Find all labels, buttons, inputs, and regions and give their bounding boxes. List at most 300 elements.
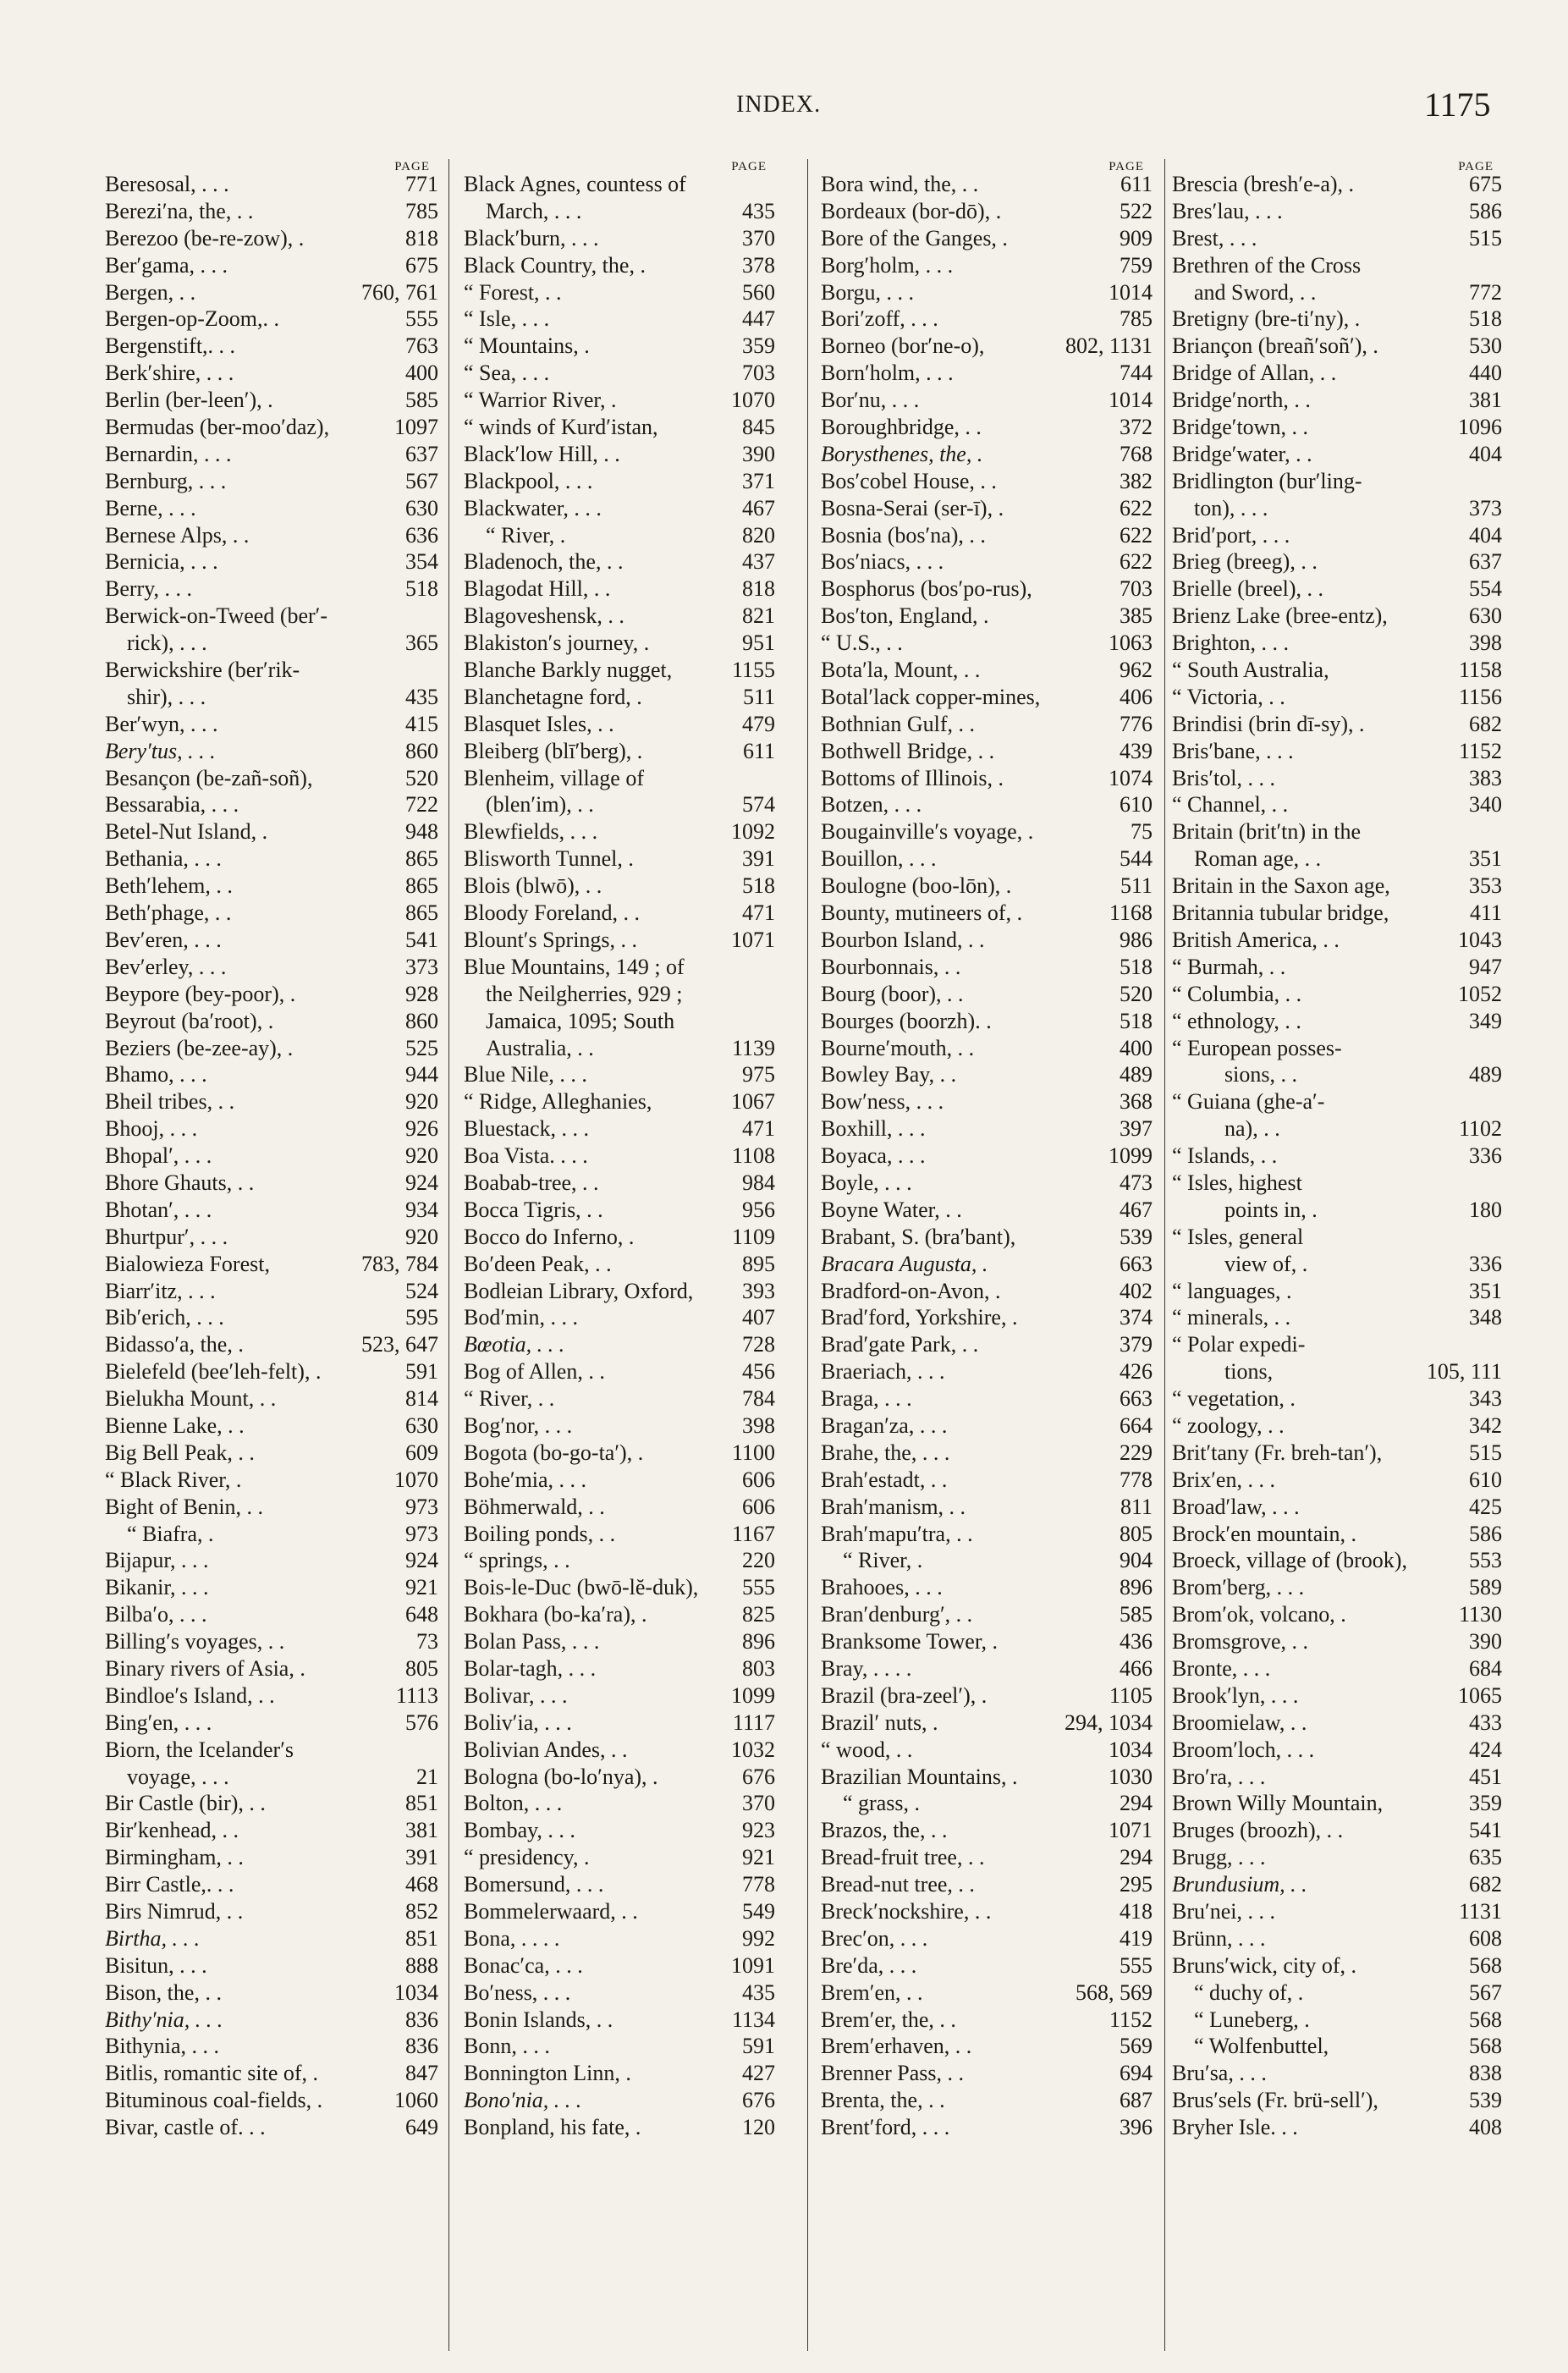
entry-term: Bos′cobel House, . . xyxy=(821,468,997,493)
entry-term: Blanchetagne ford, . xyxy=(464,684,642,709)
entry-term: Brent′ford, . . . xyxy=(821,2115,950,2140)
entry-term: Blisworth Tunnel, . xyxy=(464,846,634,872)
page-header xyxy=(0,85,1568,135)
index-entry xyxy=(105,2060,438,2087)
entry-term: Brünn, . . . xyxy=(1172,1925,1266,1951)
entry-page-ref: 1156 xyxy=(1458,684,1502,709)
index-entry xyxy=(105,1197,438,1224)
entry-term: Berwick-on-Tweed (ber′- xyxy=(105,603,328,629)
entry-page-ref xyxy=(770,954,775,981)
index-entry xyxy=(464,306,775,333)
index-entry xyxy=(105,171,438,198)
entry-term: Blackpool, . . . xyxy=(464,468,593,493)
entry-page-ref: 530 xyxy=(1469,333,1502,359)
index-entry xyxy=(1172,495,1502,522)
entry-page-ref: 805 xyxy=(405,1655,438,1681)
entry-page-ref: 382 xyxy=(1120,468,1153,493)
entry-page-ref: 1034 xyxy=(394,1979,438,2005)
entry-page-ref: 648 xyxy=(405,1602,438,1627)
entry-page-ref: 569 xyxy=(1120,2034,1153,2059)
entry-page-ref: 1034 xyxy=(1109,1737,1153,1762)
entry-term: “ Black River, . xyxy=(105,1467,242,1492)
index-entry xyxy=(1172,1682,1502,1710)
entry-term: Bologna (bo-lo′nya), . xyxy=(464,1764,658,1789)
index-entry xyxy=(105,387,438,414)
index-entry xyxy=(464,171,775,198)
entry-term: “ Guiana (ghe-a′- xyxy=(1172,1089,1325,1115)
index-entry xyxy=(105,198,438,225)
entry-page-ref: 768 xyxy=(1120,441,1153,466)
entry-page-ref: 518 xyxy=(742,873,775,899)
entry-term: Bolivian Andes, . . xyxy=(464,1737,628,1762)
entry-term: Brescia (bresh′e-a), . xyxy=(1172,172,1355,196)
entry-page-ref: 865 xyxy=(405,900,438,926)
entry-page-ref: 398 xyxy=(742,1412,775,1438)
entry-page-ref: 522 xyxy=(1120,198,1153,223)
entry-page-ref: 760, 761 xyxy=(361,279,438,305)
entry-page-ref: 518 xyxy=(1120,1008,1153,1033)
index-entry xyxy=(464,1197,775,1224)
entry-page-ref: 920 xyxy=(405,1089,438,1115)
entry-page-ref: 1091 xyxy=(731,1952,775,1978)
entry-term: Bothnian Gulf, . . xyxy=(821,711,975,736)
entry-term: “ Burmah, . . xyxy=(1172,954,1286,979)
entry-page-ref: 771 xyxy=(405,172,438,196)
entry-page-ref: 924 xyxy=(405,1170,438,1195)
entry-term: Brom′berg, . . . xyxy=(1172,1575,1305,1600)
entry-page-ref: 407 xyxy=(742,1305,775,1330)
entry-page-ref: 489 xyxy=(1120,1062,1153,1087)
entry-page-ref: 622 xyxy=(1120,522,1153,548)
index-column-1 xyxy=(105,159,438,2359)
entry-page-ref: 294 xyxy=(1120,1845,1153,1870)
entry-term: Bituminous coal-fields, . xyxy=(105,2088,323,2113)
entry-term: Black Agnes, countess of xyxy=(464,172,686,196)
index-entry xyxy=(105,333,438,360)
entry-term: “ River, . . xyxy=(464,1386,555,1412)
index-entry xyxy=(464,684,775,711)
entry-page-ref xyxy=(1497,468,1502,495)
index-entry xyxy=(105,1628,438,1655)
entry-page-ref: 637 xyxy=(1469,549,1502,575)
entry-term: Bread-nut tree, . . xyxy=(821,1872,975,1897)
index-entry xyxy=(464,333,775,360)
index-entry xyxy=(1172,333,1502,360)
entry-page-ref: 847 xyxy=(405,2061,438,2086)
index-entry xyxy=(1172,1817,1502,1844)
entry-page-ref: 1052 xyxy=(1458,981,1502,1006)
entry-page-ref: 435 xyxy=(742,1979,775,2005)
index-entry xyxy=(105,414,438,441)
entry-term: Bonpland, his fate, . xyxy=(464,2115,641,2140)
index-entry xyxy=(1172,1170,1502,1197)
entry-page-ref: 1065 xyxy=(1458,1682,1502,1708)
entry-page-ref: 682 xyxy=(1469,1872,1502,1897)
entry-term: Bison, the, . . xyxy=(105,1979,222,2005)
index-entry xyxy=(105,873,438,900)
index-column-4 xyxy=(1172,159,1502,2359)
entry-term: view of, . xyxy=(1224,1251,1308,1276)
index-entry xyxy=(821,171,1153,198)
index-entry xyxy=(105,1412,438,1440)
index-entry xyxy=(821,1655,1153,1682)
entry-term: Brad′ford, Yorkshire, . xyxy=(821,1305,1018,1330)
entry-page-ref: 489 xyxy=(1469,1062,1502,1087)
entry-term: Bodleian Library, Oxford, xyxy=(464,1278,694,1303)
index-entry xyxy=(1172,306,1502,333)
entry-page-ref: 1105 xyxy=(1109,1682,1153,1708)
index-entry xyxy=(105,900,438,927)
index-entry xyxy=(1172,1871,1502,1898)
index-entry xyxy=(105,1440,438,1467)
index-entry xyxy=(105,1115,438,1142)
index-entry xyxy=(105,1737,438,1764)
index-entry xyxy=(105,252,438,279)
entry-term: Briançon (breañ′soñ′), . xyxy=(1172,333,1378,359)
index-entry xyxy=(821,1412,1153,1440)
entry-term: Brix′en, . . . xyxy=(1172,1467,1275,1492)
index-entry xyxy=(105,1142,438,1170)
entry-page-ref: 336 xyxy=(1469,1143,1502,1169)
entry-page-ref: 520 xyxy=(405,765,438,790)
index-entry xyxy=(821,1710,1153,1737)
entry-term: Bridge of Allan, . . xyxy=(1172,361,1337,386)
index-entry xyxy=(464,818,775,845)
index-entry xyxy=(821,414,1153,441)
entry-page-ref: 567 xyxy=(1469,1979,1502,2005)
entry-term: Bessarabia, . . . xyxy=(105,792,239,818)
index-entry xyxy=(105,1061,438,1088)
index-entry xyxy=(105,1008,438,1035)
index-entry xyxy=(821,279,1153,306)
entry-term: Birr Castle,. . . xyxy=(105,1872,234,1897)
index-entry xyxy=(105,495,438,522)
index-entry xyxy=(821,630,1153,657)
entry-page-ref xyxy=(433,1737,438,1764)
index-entry xyxy=(105,1682,438,1710)
entry-page-ref: 393 xyxy=(742,1278,775,1303)
entry-page-ref: 560 xyxy=(742,279,775,305)
entry-term: Bona, . . . . xyxy=(464,1925,560,1951)
index-entry xyxy=(821,1170,1153,1197)
entry-page-ref: 396 xyxy=(1120,2115,1153,2140)
index-entry xyxy=(464,1304,775,1331)
entry-term: Birmingham, . . xyxy=(105,1845,244,1870)
entry-page-ref: 606 xyxy=(742,1494,775,1519)
index-entry xyxy=(821,1278,1153,1305)
index-entry xyxy=(1172,1467,1502,1494)
entry-page-ref: 336 xyxy=(1469,1251,1502,1276)
index-entry xyxy=(464,1251,775,1278)
index-entry xyxy=(105,306,438,333)
entry-page-ref: 860 xyxy=(405,738,438,763)
entry-page-ref: 404 xyxy=(1469,441,1502,466)
index-entry xyxy=(1172,252,1502,279)
index-entry xyxy=(464,2060,775,2087)
entry-page-ref: 555 xyxy=(742,1575,775,1600)
entry-page-ref: 524 xyxy=(405,1278,438,1303)
index-entry xyxy=(821,1008,1153,1035)
entry-page-ref: 836 xyxy=(405,2007,438,2032)
index-entry xyxy=(821,225,1153,252)
index-entry xyxy=(821,333,1153,360)
entry-page-ref: 778 xyxy=(742,1872,775,1897)
entry-page-ref: 390 xyxy=(742,441,775,466)
entry-page-ref: 630 xyxy=(405,1412,438,1438)
entry-page-ref: 923 xyxy=(742,1818,775,1843)
index-entry xyxy=(821,360,1153,387)
entry-term: “ Forest, . . xyxy=(464,279,562,305)
entry-term: Böhmerwald, . . xyxy=(464,1494,605,1519)
entry-term: “ winds of Kurd′istan, xyxy=(464,415,658,440)
entry-page-ref: 342 xyxy=(1469,1412,1502,1438)
entry-page-ref: 1014 xyxy=(1109,279,1153,305)
entry-term: Brenta, the, . . xyxy=(821,2088,945,2113)
entry-term: Beziers (be-zee-ay), . xyxy=(105,1035,294,1060)
entry-term: Bridge′water, . . xyxy=(1172,441,1312,466)
entry-page-ref: 845 xyxy=(742,415,775,440)
entry-term: Brielle (breel), . . xyxy=(1172,576,1324,602)
entry-page-ref: 838 xyxy=(1469,2061,1502,2086)
entry-term: Bernardin, . . . xyxy=(105,441,232,466)
index-entry xyxy=(464,1331,775,1358)
index-entry xyxy=(105,2087,438,2114)
entry-page-ref: 471 xyxy=(742,900,775,926)
entry-term: Bielukha Mount, . . xyxy=(105,1386,277,1412)
index-entry xyxy=(1172,1925,1502,1952)
entry-term: Bouillon, . . . xyxy=(821,846,937,872)
entry-page-ref: 783, 784 xyxy=(361,1251,438,1276)
entry-page-ref: 1158 xyxy=(1458,658,1502,683)
entry-term: Blanche Barkly nugget, xyxy=(464,658,673,683)
entry-page-ref: 763 xyxy=(405,333,438,359)
entry-page-ref: 802, 1131 xyxy=(1065,333,1153,359)
entry-page-ref: 466 xyxy=(1120,1655,1153,1681)
index-entry xyxy=(1172,954,1502,981)
index-entry xyxy=(464,1764,775,1791)
entry-term: Biorn, the Icelander′s xyxy=(105,1737,294,1762)
page-column-head: PAGE xyxy=(1458,160,1494,173)
index-entry xyxy=(464,279,775,306)
entry-page-ref xyxy=(1497,1170,1502,1197)
entry-term: Brieg (breeg), . . xyxy=(1172,549,1318,575)
index-entry xyxy=(1172,468,1502,495)
index-entry xyxy=(105,954,438,981)
index-entry xyxy=(105,1278,438,1305)
entry-page-ref: 1074 xyxy=(1109,765,1153,790)
index-entry xyxy=(821,1331,1153,1358)
entry-term: “ ethnology, . . xyxy=(1172,1008,1301,1033)
entry-term: Bos′ton, England, . xyxy=(821,603,989,629)
entry-term: voyage, . . . xyxy=(127,1764,229,1789)
entry-term: Besançon (be-zañ-soñ), xyxy=(105,765,313,790)
index-entry xyxy=(821,657,1153,684)
entry-term: points in, . xyxy=(1224,1197,1318,1222)
entry-term: British America, . . xyxy=(1172,927,1340,952)
entry-term: Brabant, S. (bra′bant), xyxy=(821,1224,1016,1249)
entry-page-ref xyxy=(1497,1224,1502,1251)
index-entry xyxy=(821,1251,1153,1278)
index-entry xyxy=(464,1737,775,1764)
index-entry xyxy=(821,1358,1153,1385)
entry-page-ref: 1168 xyxy=(1109,900,1153,926)
entry-term: Bloody Foreland, . . xyxy=(464,900,640,926)
entry-term: “ Wolfenbuttel, xyxy=(1194,2034,1329,2059)
entry-page-ref: 928 xyxy=(405,981,438,1006)
entry-page-ref: 920 xyxy=(405,1143,438,1169)
entry-page-ref: 555 xyxy=(1120,1952,1153,1978)
entry-term: Binary rivers of Asia, . xyxy=(105,1655,305,1681)
entry-page-ref: 675 xyxy=(1469,172,1502,196)
entry-term: Berk′shire, . . . xyxy=(105,361,234,386)
entry-page-ref: 676 xyxy=(742,1764,775,1789)
entry-page-ref: 1167 xyxy=(731,1521,775,1546)
entry-term: Bomersund, . . . xyxy=(464,1872,604,1897)
entry-term: Borneo (bor′ne-o), xyxy=(821,333,985,359)
entry-page-ref: 664 xyxy=(1120,1412,1153,1438)
index-entry xyxy=(821,2007,1153,2034)
index-entry xyxy=(105,603,438,630)
entry-page-ref: 1014 xyxy=(1109,388,1153,413)
index-entry xyxy=(464,1547,775,1574)
index-entry xyxy=(464,1574,775,1601)
index-entry xyxy=(105,1224,438,1251)
index-entry xyxy=(105,1251,438,1278)
entry-page-ref xyxy=(1497,1088,1502,1115)
index-entry xyxy=(464,1682,775,1710)
entry-term: Bidasso′a, the, . xyxy=(105,1332,244,1357)
entry-page-ref: 433 xyxy=(1469,1710,1502,1735)
entry-term: Bordeaux (bor-dō), . xyxy=(821,198,1002,223)
entry-page-ref xyxy=(1497,818,1502,845)
index-entry xyxy=(105,225,438,252)
index-entry xyxy=(464,1008,775,1035)
index-entry xyxy=(464,2114,775,2141)
entry-page-ref: 1071 xyxy=(731,927,775,952)
entry-term: Brom′ok, volcano, . xyxy=(1172,1602,1346,1627)
entry-page-ref: 343 xyxy=(1469,1386,1502,1412)
index-entry xyxy=(464,1655,775,1682)
entry-term: (blen′im), . . xyxy=(486,792,594,818)
index-entry xyxy=(821,791,1153,818)
index-entry xyxy=(464,845,775,873)
entry-page-ref: 630 xyxy=(1469,603,1502,629)
entry-term: Brundusium, . . xyxy=(1172,1872,1307,1897)
entry-page-ref: 479 xyxy=(742,711,775,736)
index-column-2 xyxy=(464,159,775,2359)
entry-page-ref: 295 xyxy=(1120,1872,1153,1897)
entry-term: Brighton, . . . xyxy=(1172,630,1289,656)
index-entry xyxy=(821,548,1153,575)
index-entry xyxy=(464,360,775,387)
index-entry xyxy=(464,468,775,495)
entry-term: Bran′denburg′, . . xyxy=(821,1602,973,1627)
index-entry xyxy=(1172,1440,1502,1467)
entry-term: Bommelerwaard, . . xyxy=(464,1899,638,1924)
index-entry xyxy=(1172,738,1502,765)
index-entry xyxy=(821,1682,1153,1710)
entry-term: Boxhill, . . . xyxy=(821,1116,926,1142)
entry-page-ref: 391 xyxy=(405,1845,438,1870)
entry-page-ref: 549 xyxy=(742,1899,775,1924)
index-entry xyxy=(1172,522,1502,549)
entry-page-ref: 759 xyxy=(1120,252,1153,278)
index-entry xyxy=(821,1494,1153,1521)
entry-term: Bruns′wick, city of, . xyxy=(1172,1952,1356,1978)
entry-page-ref: 703 xyxy=(1120,576,1153,602)
index-entry xyxy=(821,927,1153,954)
index-entry xyxy=(464,1871,775,1898)
entry-term: Bore of the Ganges, . xyxy=(821,225,1008,251)
index-entry xyxy=(1172,1358,1502,1385)
entry-term: Brazil′ nuts, . xyxy=(821,1710,938,1735)
entry-page-ref: 568, 569 xyxy=(1076,1979,1153,2005)
entry-term: Brugg, . . . xyxy=(1172,1845,1266,1870)
index-entry xyxy=(821,1979,1153,2007)
index-entry xyxy=(821,845,1153,873)
entry-term: Brown Willy Mountain, xyxy=(1172,1791,1384,1816)
index-entry xyxy=(821,1547,1153,1574)
entry-term: Blackwater, . . . xyxy=(464,495,602,520)
entry-term: Brenner Pass, . . xyxy=(821,2061,964,2086)
entry-page-ref: 378 xyxy=(742,252,775,278)
entry-term: “ Victoria, . . xyxy=(1172,684,1285,709)
entry-page-ref: 589 xyxy=(1469,1575,1502,1600)
entry-term: Bikanir, . . . xyxy=(105,1575,209,1600)
entry-term: “ Isles, general xyxy=(1172,1224,1304,1249)
entry-term: Berne, . . . xyxy=(105,495,196,520)
index-entry xyxy=(464,1521,775,1548)
entry-term: Bhamo, . . . xyxy=(105,1062,207,1087)
entry-page-ref: 888 xyxy=(405,1952,438,1978)
entry-page-ref: 611 xyxy=(742,738,775,763)
entry-term: tions, xyxy=(1224,1359,1274,1385)
entry-term: Bolivar, . . . xyxy=(464,1682,568,1708)
page-column-head: PAGE xyxy=(731,160,767,173)
entry-page-ref: 785 xyxy=(1120,306,1153,332)
entry-page-ref: 896 xyxy=(1120,1575,1153,1600)
entry-term: sions, . . xyxy=(1224,1062,1297,1087)
entry-page-ref: 365 xyxy=(405,630,438,656)
index-entry xyxy=(464,657,775,684)
entry-page-ref: 703 xyxy=(742,361,775,386)
entry-page-ref: 818 xyxy=(742,576,775,602)
entry-page-ref xyxy=(1497,252,1502,279)
entry-term: Braga, . . . xyxy=(821,1386,912,1412)
index-entry xyxy=(464,1844,775,1871)
index-entry xyxy=(1172,171,1502,198)
entry-term: Bonnington Linn, . xyxy=(464,2061,631,2086)
entry-page-ref: 397 xyxy=(1120,1116,1153,1142)
index-entry xyxy=(464,1115,775,1142)
entry-term: Bonn, . . . xyxy=(464,2034,550,2059)
entry-term: “ U.S., . . xyxy=(821,630,903,656)
entry-page-ref: 518 xyxy=(1469,306,1502,332)
entry-page-ref xyxy=(770,171,775,198)
entry-term: Boabab-tree, . . xyxy=(464,1170,599,1195)
entry-term: Blagoveshensk, . . xyxy=(464,603,624,629)
entry-term: Brad′gate Park, . . xyxy=(821,1332,979,1357)
entry-term: Borg′holm, . . . xyxy=(821,252,954,278)
entry-page-ref: 951 xyxy=(742,630,775,656)
index-entry xyxy=(105,2114,438,2141)
index-entry xyxy=(464,522,775,549)
entry-term: Birtha, . . . xyxy=(105,1925,200,1951)
index-entry xyxy=(105,1952,438,1979)
entry-page-ref: 973 xyxy=(405,1521,438,1546)
index-entry xyxy=(1172,1601,1502,1628)
index-entry xyxy=(105,1574,438,1601)
